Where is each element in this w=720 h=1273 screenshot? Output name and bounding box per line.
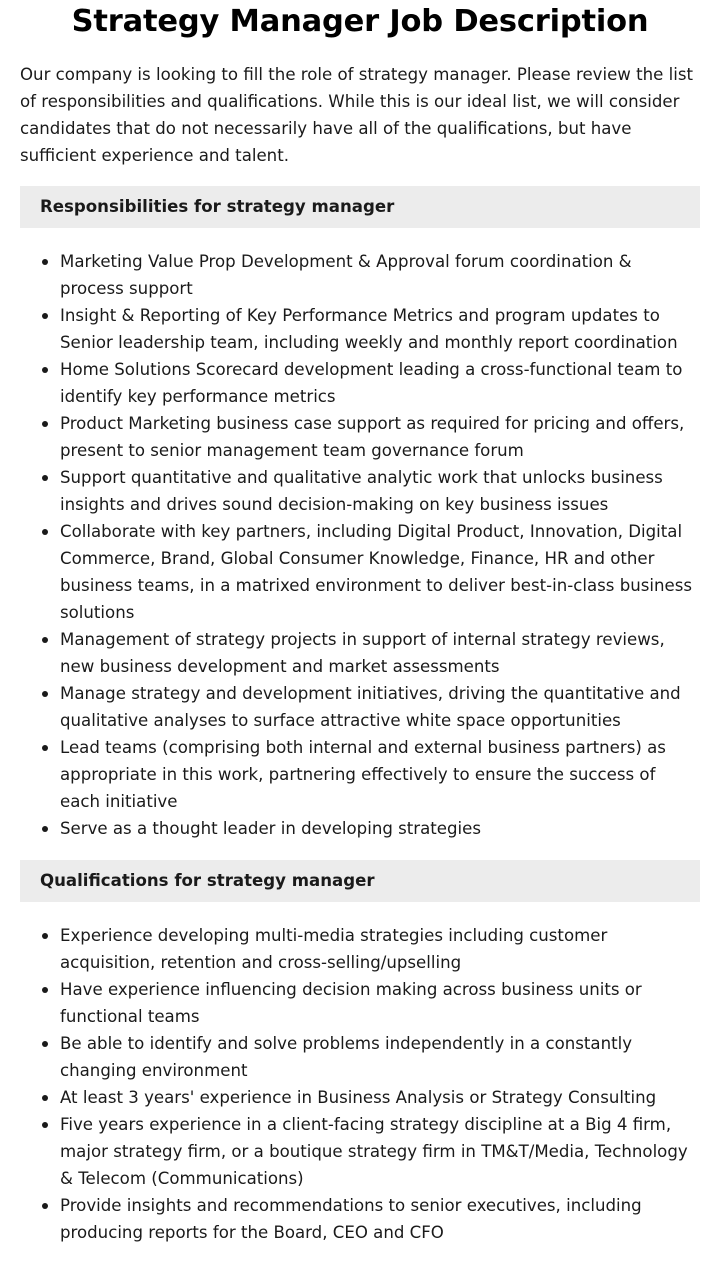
bullet-icon bbox=[42, 421, 48, 427]
list-item-text: Five years experience in a client-facing strategy discipline at a Big 4 firm, major strategy firm, or a boutique strategy firm in TM&T/Media, Technology & Telecom (Communications) bbox=[60, 1115, 688, 1188]
bullet-icon bbox=[42, 475, 48, 481]
list-item bbox=[60, 976, 700, 1030]
bullet-icon bbox=[42, 1203, 48, 1209]
list-item-text: Insight & Reporting of Key Performance Metrics and program updates to Senior leadership team, including weekly and monthly report coordination bbox=[60, 306, 678, 352]
bullet-icon bbox=[42, 1122, 48, 1128]
list-item bbox=[60, 410, 700, 464]
list-item-text: Provide insights and recommendations to senior executives, including producing reports for the Board, CEO and CFO bbox=[60, 1196, 642, 1242]
list-item-text: Serve as a thought leader in developing strategies bbox=[60, 819, 482, 838]
list-item bbox=[60, 680, 700, 734]
list-item bbox=[60, 626, 700, 680]
bullet-icon bbox=[42, 1041, 48, 1047]
list-item-text: At least 3 years' experience in Business Analysis or Strategy Consulting bbox=[60, 1088, 657, 1107]
bullet-icon bbox=[42, 1095, 48, 1101]
list-item-text: Lead teams (comprising both internal and external business partners) as appropriate in this work, partnering effectively to ensure the success of each initiative bbox=[60, 738, 666, 811]
intro-paragraph: Our company is looking to fill the role of strategy manager. Please review the list of responsibilities and qualifications. While this is our ideal list, we will consider candidates that do not necessarily have all of the qualifications, but have sufficient experience and talent. bbox=[20, 65, 694, 165]
list-item bbox=[60, 464, 700, 518]
list-item bbox=[60, 815, 700, 842]
list-item-text: Manage strategy and development initiatives, driving the quantitative and qualitative analyses to surface attractive white space opportunities bbox=[60, 684, 681, 730]
list-item bbox=[60, 356, 700, 410]
list-item bbox=[60, 302, 700, 356]
list-item-text: Collaborate with key partners, including Digital Product, Innovation, Digital Commerce, Brand, Global Consumer Knowledge, Finance, HR and other business teams, in a matrixed environment to deliver best-in-class business solutions bbox=[60, 522, 693, 622]
list-item bbox=[60, 734, 700, 815]
list-item-text: Have experience influencing decision making across business units or functional teams bbox=[60, 980, 642, 1026]
list-item bbox=[60, 1192, 700, 1246]
page-title: Strategy Manager Job Description bbox=[71, 4, 649, 39]
list-item-text: Marketing Value Prop Development & Approval forum coordination & process support bbox=[60, 252, 632, 298]
qualifications-heading: Qualifications for strategy manager bbox=[20, 860, 700, 902]
responsibilities-list bbox=[20, 248, 700, 842]
bullet-icon bbox=[42, 367, 48, 373]
bullet-icon bbox=[42, 313, 48, 319]
bullet-icon bbox=[42, 637, 48, 643]
list-item bbox=[60, 1030, 700, 1084]
list-item bbox=[60, 1111, 700, 1192]
bullet-icon bbox=[42, 745, 48, 751]
list-item-text: Be able to identify and solve problems independently in a constantly changing environment bbox=[60, 1034, 633, 1080]
list-item-text: Home Solutions Scorecard development leading a cross-functional team to identify key performance metrics bbox=[60, 360, 683, 406]
bullet-icon bbox=[42, 259, 48, 265]
bullet-icon bbox=[42, 987, 48, 993]
list-item bbox=[60, 248, 700, 302]
list-item bbox=[60, 1084, 700, 1111]
bullet-icon bbox=[42, 826, 48, 832]
list-item bbox=[60, 518, 700, 626]
list-item-text: Product Marketing business case support as required for pricing and offers, present to senior management team governance forum bbox=[60, 414, 685, 460]
list-item-text: Experience developing multi-media strategies including customer acquisition, retention and cross-selling/upselling bbox=[60, 926, 608, 972]
list-item bbox=[60, 922, 700, 976]
bullet-icon bbox=[42, 691, 48, 697]
qualifications-list bbox=[20, 922, 700, 1246]
list-item-text: Management of strategy projects in support of internal strategy reviews, new business development and market assessments bbox=[60, 630, 665, 676]
bullet-icon bbox=[42, 933, 48, 939]
responsibilities-heading: Responsibilities for strategy manager bbox=[20, 186, 700, 228]
list-item-text: Support quantitative and qualitative analytic work that unlocks business insights and drives sound decision-making on key business issues bbox=[60, 468, 663, 514]
bullet-icon bbox=[42, 529, 48, 535]
